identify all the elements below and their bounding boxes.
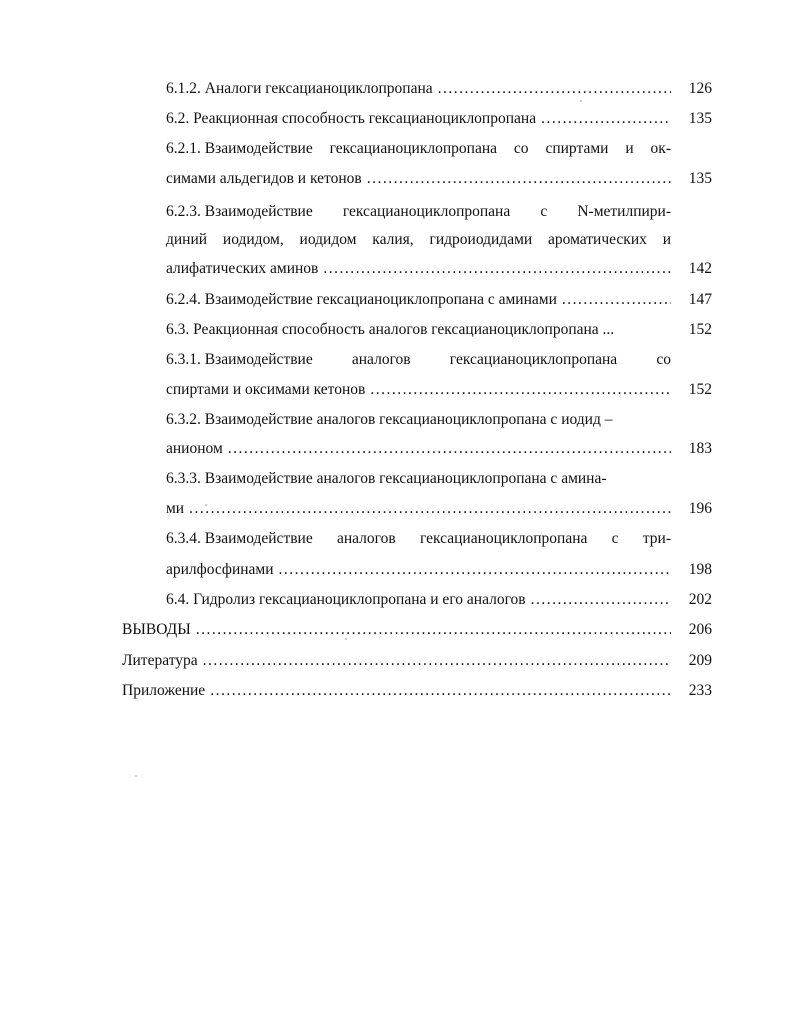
scan-speck (205, 504, 207, 506)
toc-page-number: 147 (688, 291, 712, 308)
toc-entry-6-3-3-continued (166, 497, 712, 521)
toc-entry-number: 6.2.3. (166, 203, 201, 220)
toc-page-number: 198 (688, 561, 712, 578)
toc-page-number: 183 (688, 440, 712, 457)
dot-leader (541, 107, 671, 131)
toc-entry-title-line: диний иодидом, иодидом калия, гидроиодидами ароматических и (166, 231, 671, 248)
toc-entry-6-3-4 (166, 527, 712, 551)
toc-entry-6-3-2 (166, 408, 712, 432)
dot-leader (531, 588, 671, 612)
toc-entry-title-line: Взаимодействие аналогов гексацианоциклопропана со (204, 351, 671, 368)
toc-page-number: 135 (688, 170, 712, 187)
dot-leader (189, 497, 671, 521)
dot-leader (562, 288, 671, 312)
toc-entry-title-line: ми (166, 500, 185, 517)
toc-entry-number: 6.1.2. (166, 80, 201, 97)
toc-entry-6-3-1 (166, 348, 712, 372)
scan-speck (135, 775, 137, 777)
dot-leader (323, 257, 671, 281)
toc-page-number: 209 (688, 652, 712, 669)
toc-entry-6-2-4 (166, 288, 712, 312)
toc-entry-number: 6.2.1. (166, 140, 201, 157)
toc-page-number: 152 (688, 321, 712, 338)
dot-leader (367, 167, 671, 191)
toc-entry-title: Литература (122, 652, 198, 669)
dot-leader (196, 618, 671, 642)
toc-entry-number: 6.3.3. (166, 470, 201, 487)
toc-entry-title: ВЫВОДЫ (122, 621, 191, 638)
toc-entry-title-line: симами альдегидов и кетонов (166, 170, 362, 187)
toc-entry-6-2-1-continued (166, 167, 712, 191)
toc-entry-title-line: Взаимодействие гексацианоциклопропана с N-метилпири- (204, 203, 671, 220)
toc-entry-title-line: Взаимодействие аналогов гексацианоциклопропана с три- (204, 530, 671, 547)
toc-entry-title: Аналоги гексацианоциклопропана (204, 80, 433, 97)
toc-entry-number: 6.2.4. (166, 291, 201, 308)
scan-speck (580, 100, 582, 102)
toc-entry-title-line: спиртами и оксимами кетонов (166, 381, 366, 398)
dot-leader (279, 558, 671, 582)
toc-entry-6-2-3-continued (166, 257, 712, 281)
toc-entry-6-2-3-continued (166, 228, 712, 252)
toc-page-number: 152 (688, 381, 712, 398)
toc-entry-title-line: Взаимодействие аналогов гексацианоциклопропана с амина- (204, 470, 607, 487)
toc-page-number: 142 (688, 260, 712, 277)
toc-entry-6-2 (166, 107, 712, 131)
toc-entry-title: Реакционная способность аналогов гексацианоциклопропана ... (193, 321, 615, 338)
toc-page-number: 202 (688, 591, 712, 608)
toc-entry-6-2-1 (166, 137, 712, 161)
toc-entry-6-3-3 (166, 467, 712, 491)
toc-entry-conclusions (122, 618, 712, 642)
toc-entry-6-3-1-continued (166, 378, 712, 402)
toc-entry-title-line: Взаимодействие аналогов гексацианоциклопропана с иодид – (204, 411, 613, 428)
toc-entry-title-line: анионом (166, 440, 223, 457)
toc-entry-appendix (122, 679, 712, 703)
toc-entry-number: 6.3.4. (166, 530, 201, 547)
toc-page-number: 206 (688, 621, 712, 638)
toc-page-number: 135 (688, 110, 712, 127)
toc-entry-6-3-4-continued (166, 558, 712, 582)
toc-page-number: 196 (688, 500, 712, 517)
toc-entry-number: 6.3.2. (166, 411, 201, 428)
toc-page-number: 233 (688, 682, 712, 699)
toc-entry-references (122, 649, 712, 673)
toc-entry-title-line: арилфосфинами (166, 561, 274, 578)
toc-page-number: 126 (688, 80, 712, 97)
toc-entry-number: 6.2. (166, 110, 190, 127)
toc-entry-6-3 (166, 318, 712, 342)
toc-entry-title-line: алифатических аминов (166, 260, 319, 277)
toc-entry-6-4 (166, 588, 712, 612)
toc-entry-title: Реакционная способность гексацианоциклопропана (193, 110, 537, 127)
toc-entry-6-3-2-continued (166, 437, 712, 461)
toc-entry-6-2-3 (166, 200, 712, 224)
toc-entry-title: Гидролиз гексацианоциклопропана и его аналогов (193, 591, 526, 608)
dot-leader (203, 649, 671, 673)
toc-entry-number: 6.3.1. (166, 351, 201, 368)
dot-leader (228, 437, 671, 461)
scan-speck (345, 638, 347, 640)
toc-entry-title-line: Взаимодействие гексацианоциклопропана со спиртами и ок- (204, 140, 671, 157)
toc-entry-6-1-2 (166, 77, 712, 101)
dot-leader (370, 378, 671, 402)
toc-entry-number: 6.3. (166, 321, 190, 338)
dot-leader (210, 679, 671, 703)
toc-entry-number: 6.4. (166, 591, 190, 608)
toc-entry-title: Приложение (122, 682, 206, 699)
dot-leader (438, 77, 671, 101)
toc-entry-title: Взаимодействие гексацианоциклопропана с аминами (204, 291, 557, 308)
